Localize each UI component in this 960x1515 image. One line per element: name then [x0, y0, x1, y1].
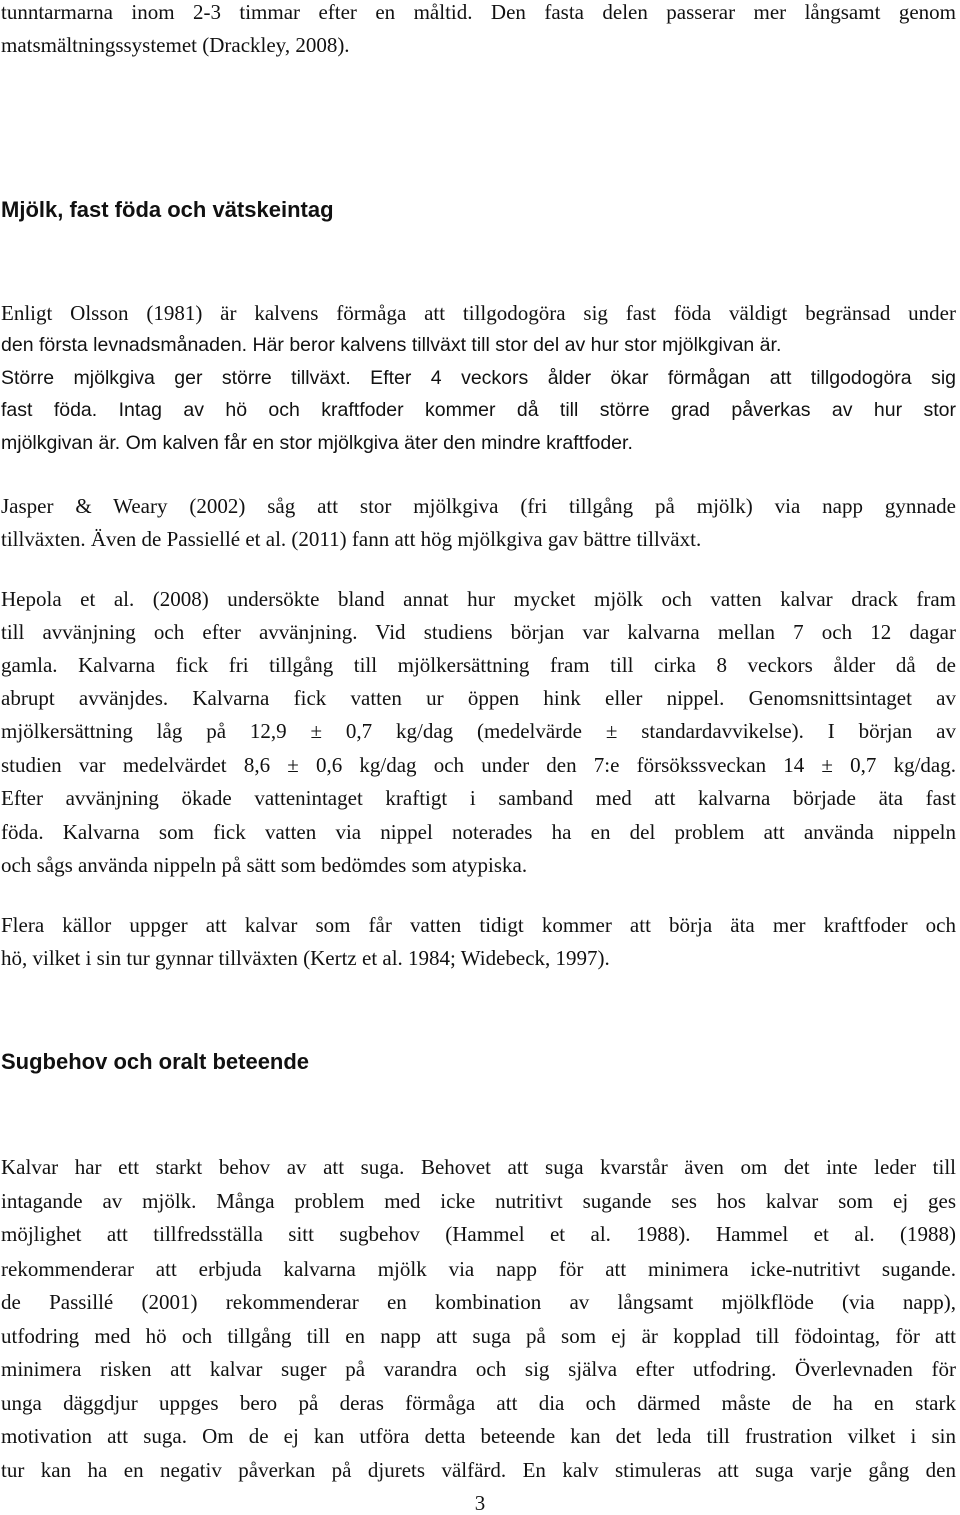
text-line: rekommenderar att erbjuda kalvarna mjölk via napp för att minimera icke-nutritivt sugande. [1, 1257, 956, 1281]
text-line: till avvänjning och efter avvänjning. Vid studiens början var kalvarna mellan 7 och 12 dagar [1, 620, 956, 644]
text-line: Kalvar har ett starkt behov av att suga. Behovet att suga kvarstår även om det inte leder till [1, 1155, 956, 1179]
text-line: unga däggdjur uppges bero på deras förmåga att dia och därmed måste de ha en stark [1, 1391, 956, 1415]
section-heading: Mjölk, fast föda och vätskeintag [1, 197, 334, 222]
text-line: de Passillé (2001) rekommenderar en kombination av långsamt mjölkflöde (via napp), [1, 1290, 956, 1314]
text-line: den första levnadsmånaden. Här beror kalvens tillväxt till stor del av hur stor mjölkgivan är. [1, 334, 782, 356]
text-line: motivation att suga. Om de ej kan utföra detta beteende kan det leda till frustration vilket i sin [1, 1424, 956, 1448]
text-line: abrupt avvänjdes. Kalvarna fick vatten ur öppen hink eller nippel. Genomsnittsintaget av [1, 686, 956, 710]
text-line: Enligt Olsson (1981) är kalvens förmåga att tillgodogöra sig fast föda väldigt begränsad under [1, 301, 956, 325]
text-line: Större mjölkgiva ger större tillväxt. Efter 4 veckors ålder ökar förmågan att tillgodogöra sig [1, 367, 956, 389]
text-line: och sågs använda nippeln på sätt som bedömdes som atypiska. [1, 853, 528, 877]
text-line: tur kan ha en negativ påverkan på djurets välfärd. En kalv stimuleras att suga varje gång den [1, 1458, 956, 1482]
text-line: Hepola et al. (2008) undersökte bland annat hur mycket mjölk och vatten kalvar drack fram [1, 587, 956, 611]
text-line: matsmältningssystemet (Drackley, 2008). [1, 33, 350, 57]
text-line: föda. Kalvarna som fick vatten via nippel noterades ha en del problem att använda nippeln [1, 820, 956, 844]
text-line: minimera risken att kalvar suger på varandra och sig själva efter utfodring. Överlevnaden för [1, 1357, 956, 1381]
text-line: studien var medelvärdet 8,6 ± 0,6 kg/dag och under den 7:e försökssveckan 14 ± 0,7 kg/dag. [1, 753, 956, 777]
section-heading: Sugbehov och oralt beteende [1, 1049, 310, 1074]
text-line: Efter avvänjning ökade vattenintaget kraftigt i samband med att kalvarna började äta fast [1, 786, 956, 810]
text-line: Flera källor uppger att kalvar som får vatten tidigt kommer att börja äta mer kraftfoder och [1, 913, 956, 937]
text-line: fast föda. Intag av hö och kraftfoder kommer då till större grad påverkas av hur stor [1, 399, 956, 421]
text-line: Jasper & Weary (2002) såg att stor mjölkgiva (fri tillgång på mjölk) via napp gynnade [1, 494, 956, 518]
text-line: möjlighet att tillfredsställa sitt sugbehov (Hammel et al. 1988). Hammel et al. (1988) [1, 1222, 956, 1246]
text-line: intagande av mjölk. Många problem med icke nutritivt sugande ses hos kalvar som ej ges [1, 1189, 956, 1213]
text-line: mjölkgivan är. Om kalven får en stor mjölkgiva äter den mindre kraftfoder. [1, 432, 633, 454]
text-line: mjölkersättning låg på 12,9 ± 0,7 kg/dag (medelvärde ± standardavvikelse). I början av [1, 719, 956, 743]
text-line: hö, vilket i sin tur gynnar tillväxten (Kertz et al. 1984; Widebeck, 1997). [1, 946, 610, 970]
text-line: tillväxten. Även de Passiellé et al. (2011) fann att hög mjölkgiva gav bättre tillväxt. [1, 527, 702, 551]
text-line: gamla. Kalvarna fick fri tillgång till mjölkersättning fram till cirka 8 veckors ålder då de [1, 653, 956, 677]
text-line [1, 331, 781, 359]
page-number: 3 [474, 1491, 486, 1515]
text-line: tunntarmarna inom 2-3 timmar efter en måltid. Den fasta delen passerar mer långsamt genom [1, 0, 956, 24]
text-line: utfodring med hö och tillgång till en napp att suga på som ej är kopplad till födointag, för att [1, 1324, 956, 1348]
